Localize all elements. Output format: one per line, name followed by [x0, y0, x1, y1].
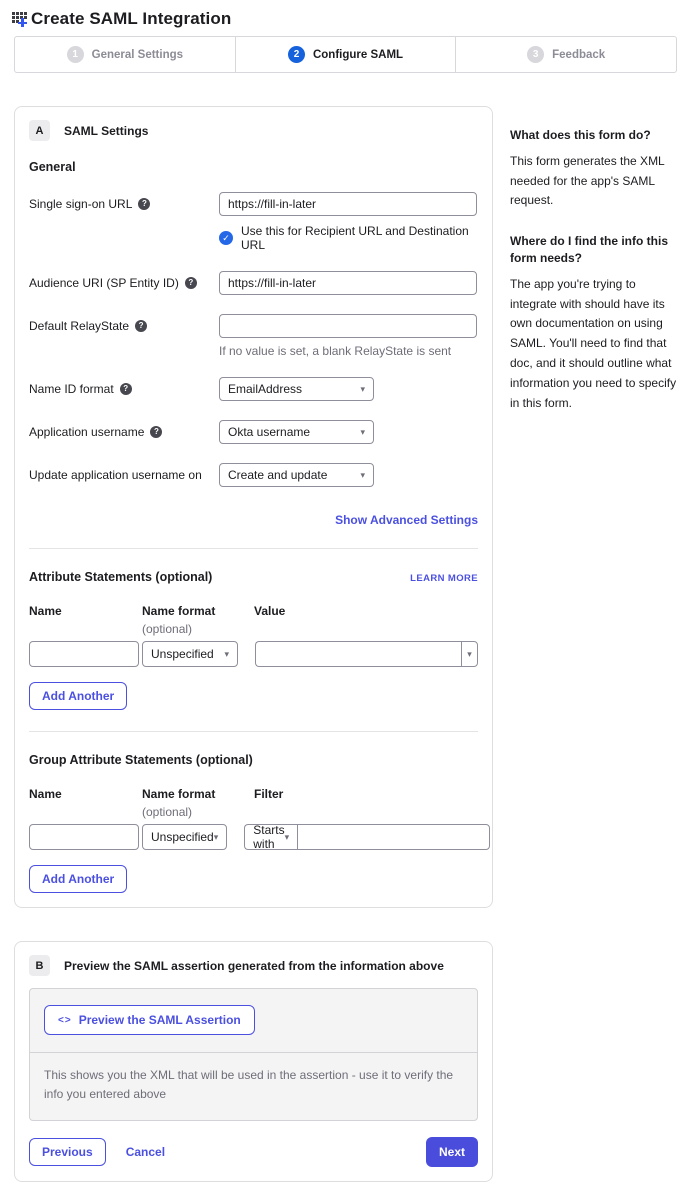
- attr-name-input[interactable]: [29, 641, 139, 667]
- preview-box: [29, 988, 478, 1121]
- name-id-format-label-wrap: [29, 377, 219, 401]
- sidebar-q1-heading: What does this form do?: [510, 128, 651, 142]
- update-username-value: Create and update: [228, 468, 328, 482]
- learn-more-link[interactable]: LEARN MORE: [410, 573, 478, 584]
- update-username-label-wrap: [29, 463, 219, 487]
- group-format-select[interactable]: [142, 824, 227, 850]
- sidebar-q1-body: This form generates the XML needed for the app's SAML request.: [510, 153, 665, 208]
- help-icon[interactable]: ?: [138, 198, 150, 210]
- previous-button[interactable]: Previous: [29, 1138, 106, 1166]
- preview-assertion-panel: [14, 941, 493, 1182]
- divider: [29, 731, 478, 732]
- group-attribute-statements-headers: [29, 787, 478, 819]
- attr-col-format: Name format: [142, 604, 216, 618]
- relay-state-row: [29, 314, 478, 358]
- relay-state-label-wrap: [29, 314, 219, 358]
- attr-col-name: Name: [29, 604, 62, 618]
- divider: [29, 548, 478, 549]
- sidebar-q2-heading: Where do I find the info this form needs?: [510, 234, 668, 265]
- attr-col-value: Value: [254, 604, 286, 618]
- sso-url-label-wrap: [29, 192, 219, 252]
- step-3-number: 3: [527, 46, 544, 63]
- show-advanced-settings-link[interactable]: Show Advanced Settings: [335, 513, 478, 527]
- help-icon[interactable]: ?: [185, 277, 197, 289]
- audience-uri-label: Audience URI (SP Entity ID): [29, 276, 179, 290]
- step-feedback[interactable]: [456, 37, 676, 72]
- recipient-url-checkbox[interactable]: ✓: [219, 231, 233, 245]
- add-application-icon: [12, 10, 31, 29]
- group-col-filter: Filter: [254, 787, 284, 801]
- audience-uri-row: [29, 271, 478, 295]
- chevron-down-icon: ▾: [213, 831, 219, 842]
- audience-uri-label-wrap: [29, 271, 219, 295]
- panel-b-badge: B: [29, 955, 50, 976]
- sidebar-q2-body: The app you're trying to integrate with should have its own documentation on using SAML. You'll need to find that doc, and it should outline what information you need to specify in this form.: [510, 276, 677, 410]
- chevron-down-icon: ▾: [224, 648, 229, 659]
- recipient-url-checkbox-label[interactable]: Use this for Recipient URL and Destination URL: [241, 224, 469, 252]
- wizard-footer: [29, 1137, 478, 1167]
- name-id-format-value: EmailAddress: [228, 382, 303, 396]
- step-3-label: Feedback: [552, 48, 606, 61]
- application-username-row: [29, 420, 478, 444]
- attribute-statement-row: [29, 641, 478, 667]
- group-col-format-note: (optional): [142, 805, 193, 819]
- page-header: [0, 0, 691, 29]
- add-another-group-attribute-button[interactable]: Add Another: [29, 865, 127, 893]
- update-username-label: Update application username on: [29, 468, 202, 482]
- general-heading: General: [29, 160, 76, 174]
- group-attribute-statements-title: Group Attribute Statements (optional): [29, 753, 253, 767]
- attribute-statements-headers: [29, 604, 478, 636]
- application-username-label: Application username: [29, 425, 145, 439]
- group-col-format: Name format: [142, 787, 216, 801]
- name-id-format-label: Name ID format: [29, 382, 114, 396]
- step-2-number: 2: [288, 46, 305, 63]
- step-2-label: Configure SAML: [312, 48, 404, 61]
- chevron-down-icon: ▾: [360, 383, 365, 394]
- sso-url-input[interactable]: [219, 192, 477, 216]
- panel-a-title: SAML Settings: [64, 123, 149, 138]
- attribute-statements-title: Attribute Statements (optional): [29, 570, 213, 584]
- panel-a-badge: A: [29, 120, 50, 141]
- chevron-down-icon: ▾: [467, 648, 472, 659]
- chevron-down-icon: ▾: [284, 831, 290, 842]
- next-button[interactable]: Next: [426, 1137, 478, 1167]
- step-configure-saml[interactable]: [236, 37, 457, 72]
- group-format-value: Unspecified: [151, 830, 214, 844]
- preview-saml-assertion-label: Preview the SAML Assertion: [78, 1013, 241, 1027]
- code-icon: <>: [58, 1014, 72, 1026]
- application-username-value: Okta username: [228, 425, 311, 439]
- application-username-select[interactable]: [219, 420, 374, 444]
- add-another-attribute-button[interactable]: Add Another: [29, 682, 127, 710]
- preview-saml-assertion-button[interactable]: [44, 1005, 255, 1035]
- group-filter-value-input[interactable]: [297, 824, 490, 850]
- cancel-link[interactable]: Cancel: [125, 1145, 166, 1160]
- attr-format-select[interactable]: [142, 641, 238, 667]
- attr-value-dropdown-button[interactable]: [461, 641, 478, 667]
- preview-note: This shows you the XML that will be used in the assertion - use it to verify the info you entered above: [44, 1068, 454, 1102]
- update-username-select[interactable]: [219, 463, 374, 487]
- audience-uri-input[interactable]: [219, 271, 477, 295]
- help-sidebar: [510, 127, 682, 435]
- saml-settings-panel: [14, 106, 493, 908]
- sso-url-row: [29, 192, 478, 252]
- chevron-down-icon: ▾: [360, 469, 365, 480]
- update-username-row: [29, 463, 478, 487]
- group-filter-type-select[interactable]: [244, 824, 297, 850]
- group-attribute-statement-row: [29, 824, 478, 850]
- help-icon[interactable]: ?: [150, 426, 162, 438]
- attr-format-value: Unspecified: [151, 647, 214, 661]
- panel-b-title: Preview the SAML assertion generated from the information above: [64, 958, 444, 973]
- group-filter-type-value: Starts with: [253, 823, 285, 851]
- application-username-label-wrap: [29, 420, 219, 444]
- help-icon[interactable]: ?: [135, 320, 147, 332]
- attr-col-format-note: (optional): [142, 622, 193, 636]
- help-icon[interactable]: ?: [120, 383, 132, 395]
- step-1-number: 1: [67, 46, 84, 63]
- step-1-label: General Settings: [91, 48, 184, 61]
- chevron-down-icon: ▾: [360, 426, 365, 437]
- wizard-stepbar: [14, 36, 677, 73]
- relay-state-hint: If no value is set, a blank RelayState is sent: [219, 344, 452, 358]
- name-id-format-row: [29, 377, 478, 401]
- step-general-settings[interactable]: [15, 37, 236, 72]
- group-name-input[interactable]: [29, 824, 139, 850]
- attr-value-input[interactable]: [255, 641, 461, 667]
- sso-url-label: Single sign-on URL: [29, 197, 133, 211]
- relay-state-label: Default RelayState: [29, 319, 130, 333]
- name-id-format-select[interactable]: [219, 377, 374, 401]
- relay-state-input[interactable]: [219, 314, 477, 338]
- group-col-name: Name: [29, 787, 62, 801]
- page-title: Create SAML Integration: [31, 9, 232, 28]
